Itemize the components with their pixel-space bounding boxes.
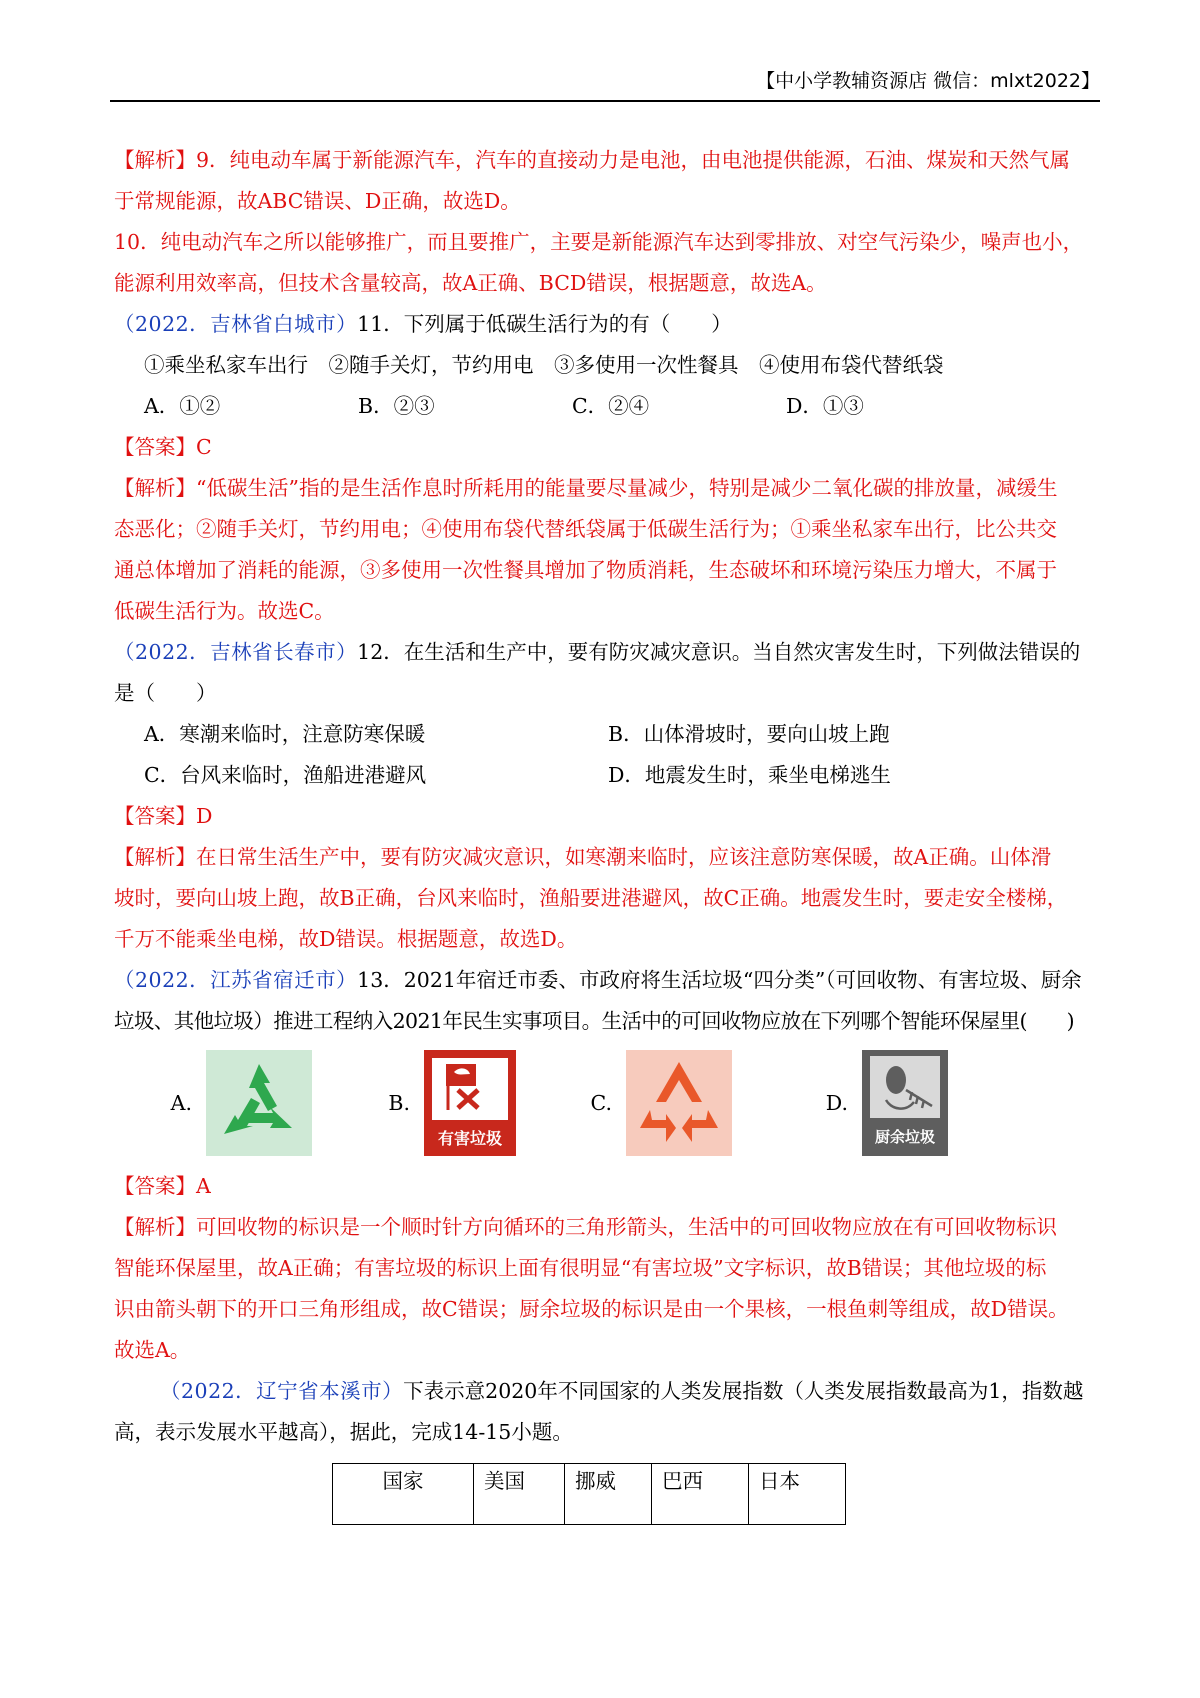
q11-answer: 【答案】C <box>114 435 212 459</box>
q14-question: 下表示意2020年不同国家的人类发展指数（人类发展指数最高为1，指数越 <box>403 1379 1084 1403</box>
q11-source: （2022．吉林省白城市） <box>114 312 358 336</box>
q14-stem <box>114 1371 1102 1412</box>
q13-sign-options <box>114 1046 1102 1160</box>
q13-source: （2022．江苏省宿迁市） <box>114 968 358 992</box>
table-row <box>333 1464 846 1525</box>
page-header: 【中小学教辅资源店 微信：mlxt2022】 <box>756 70 1100 92</box>
table-cell: 日本 <box>749 1464 846 1525</box>
table-cell: 挪威 <box>565 1464 652 1525</box>
table-cell: 美国 <box>474 1464 565 1525</box>
q11-stem <box>114 304 1102 345</box>
q9-analysis-cont: 于常规能源，故ABC错误、D正确，故选D。 <box>114 189 521 213</box>
q11-analysis-line: 态恶化；②随手关灯，节约用电；④使用布袋代替纸袋属于低碳生活行为；①乘坐私家车出行，比公共交 <box>114 517 1057 541</box>
table-cell: 国家 <box>333 1464 474 1525</box>
q13-analysis-line: 【解析】可回收物的标识是一个顺时针方向循环的三角形箭头，生活中的可回收物应放在有可回收物标识 <box>114 1215 1057 1239</box>
q12-analysis-line: 坡时，要向山坡上跑，故B正确，台风来临时，渔船要进港避风，故C正确。地震发生时，要走安全楼梯， <box>114 886 1068 910</box>
q13-stem-cont: 垃圾、其他垃圾）推进工程纳入2021年民生实事项目。生活中的可回收物应放在下列哪个智能环保屋里( ) <box>114 1009 1075 1033</box>
hdi-table <box>332 1463 846 1525</box>
q13-option-a <box>158 1050 312 1156</box>
q14-stem-cont: 高，表示发展水平越高），据此，完成14-15小题。 <box>114 1420 573 1444</box>
q13-stem <box>114 960 1102 1001</box>
q13-option-c-label: C. <box>590 1090 612 1115</box>
q12-option-c: C．台风来临时，渔船进港避风 <box>144 763 427 787</box>
hazardous-waste-sign-icon <box>424 1050 516 1156</box>
recycle-sign-icon <box>206 1050 312 1156</box>
q13-option-b <box>376 1050 516 1156</box>
q12-stem <box>114 632 1102 673</box>
q11-question: 11．下列属于低碳生活行为的有（ ） <box>357 312 732 336</box>
other-waste-sign-icon <box>626 1050 732 1156</box>
kitchen-waste-sign-icon <box>862 1050 948 1156</box>
q13-answer: 【答案】A <box>114 1174 211 1198</box>
q12-option-a: A．寒潮来临时，注意防寒保暖 <box>144 722 426 746</box>
q13-option-d <box>814 1050 948 1156</box>
q13-option-b-label: B. <box>388 1090 410 1115</box>
q13-option-a-label: A. <box>170 1090 192 1115</box>
q14-source: （2022．辽宁省本溪市） <box>160 1379 404 1403</box>
q12-analysis-line: 千万不能乘坐电梯，故D错误。根据题意，故选D。 <box>114 927 578 951</box>
q10-analysis: 10．纯电动汽车之所以能够推广，而且要推广，主要是新能源汽车达到零排放、对空气污染少，噪声也小， <box>114 230 1084 254</box>
q12-option-d: D．地震发生时，乘坐电梯逃生 <box>608 763 891 787</box>
q11-analysis-line: 低碳生活行为。故选C。 <box>114 599 335 623</box>
q11-option-d: D．①③ <box>786 394 864 418</box>
header-divider <box>110 100 1100 102</box>
q13-option-d-label: D. <box>825 1090 848 1115</box>
q11-option-b: B．②③ <box>358 394 435 418</box>
q13-analysis-line: 故选A。 <box>114 1338 191 1362</box>
q9-analysis: 【解析】9．纯电动车属于新能源汽车，汽车的直接动力是电池，由电池提供能源，石油、煤炭和天然气属 <box>114 148 1071 172</box>
q11-option-c: C．②④ <box>572 394 650 418</box>
hazardous-waste-sign-text: 有害垃圾 <box>437 1129 503 1148</box>
q12-answer: 【答案】D <box>114 804 213 828</box>
q11-analysis-line: 【解析】“低碳生活”指的是生活作息时所耗用的能量要尽量减少，特别是减少二氧化碳的排放量，减缓生 <box>114 476 1058 500</box>
q13-analysis-line: 智能环保屋里，故A正确；有害垃圾的标识上面有很明显“有害垃圾”文字标识，故B错误；其他垃圾的标 <box>114 1256 1047 1280</box>
q12-stem-cont: 是（ ） <box>114 681 217 705</box>
q12-options-row1 <box>114 714 1102 755</box>
q10-analysis-cont: 能源利用效率高，但技术含量较高，故A正确、BCD错误，根据题意，故选A。 <box>114 271 827 295</box>
q11-options <box>114 386 1102 427</box>
q12-question: 12．在生活和生产中，要有防灾减灾意识。当自然灾害发生时，下列做法错误的 <box>357 640 1081 664</box>
q12-source: （2022．吉林省长春市） <box>114 640 358 664</box>
q11-items: ①乘坐私家车出行 ②随手关灯，节约用电 ③多使用一次性餐具 ④使用布袋代替纸袋 <box>144 353 944 377</box>
q12-options-row2 <box>114 755 1102 796</box>
q11-analysis-line: 通总体增加了消耗的能源，③多使用一次性餐具增加了物质消耗，生态破坏和环境污染压力增大，不属于 <box>114 558 1057 582</box>
q12-option-b: B．山体滑坡时，要向山坡上跑 <box>608 722 890 746</box>
q12-analysis-line: 【解析】在日常生活生产中，要有防灾减灾意识，如寒潮来临时，应该注意防寒保暖，故A正确。山体滑 <box>114 845 1052 869</box>
document-body <box>114 140 1102 1525</box>
q13-analysis-line: 识由箭头朝下的开口三角形组成，故C错误；厨余垃圾的标识是由一个果核，一根鱼刺等组成，故D错误。 <box>114 1297 1069 1321</box>
q11-option-a: A．①② <box>144 394 221 418</box>
kitchen-waste-sign-text: 厨余垃圾 <box>874 1128 936 1146</box>
table-cell: 巴西 <box>652 1464 749 1525</box>
q13-question: 13．2021年宿迁市委、市政府将生活垃圾“四分类”（可回收物、有害垃圾、厨余 <box>357 968 1082 992</box>
q13-option-c <box>578 1050 732 1156</box>
